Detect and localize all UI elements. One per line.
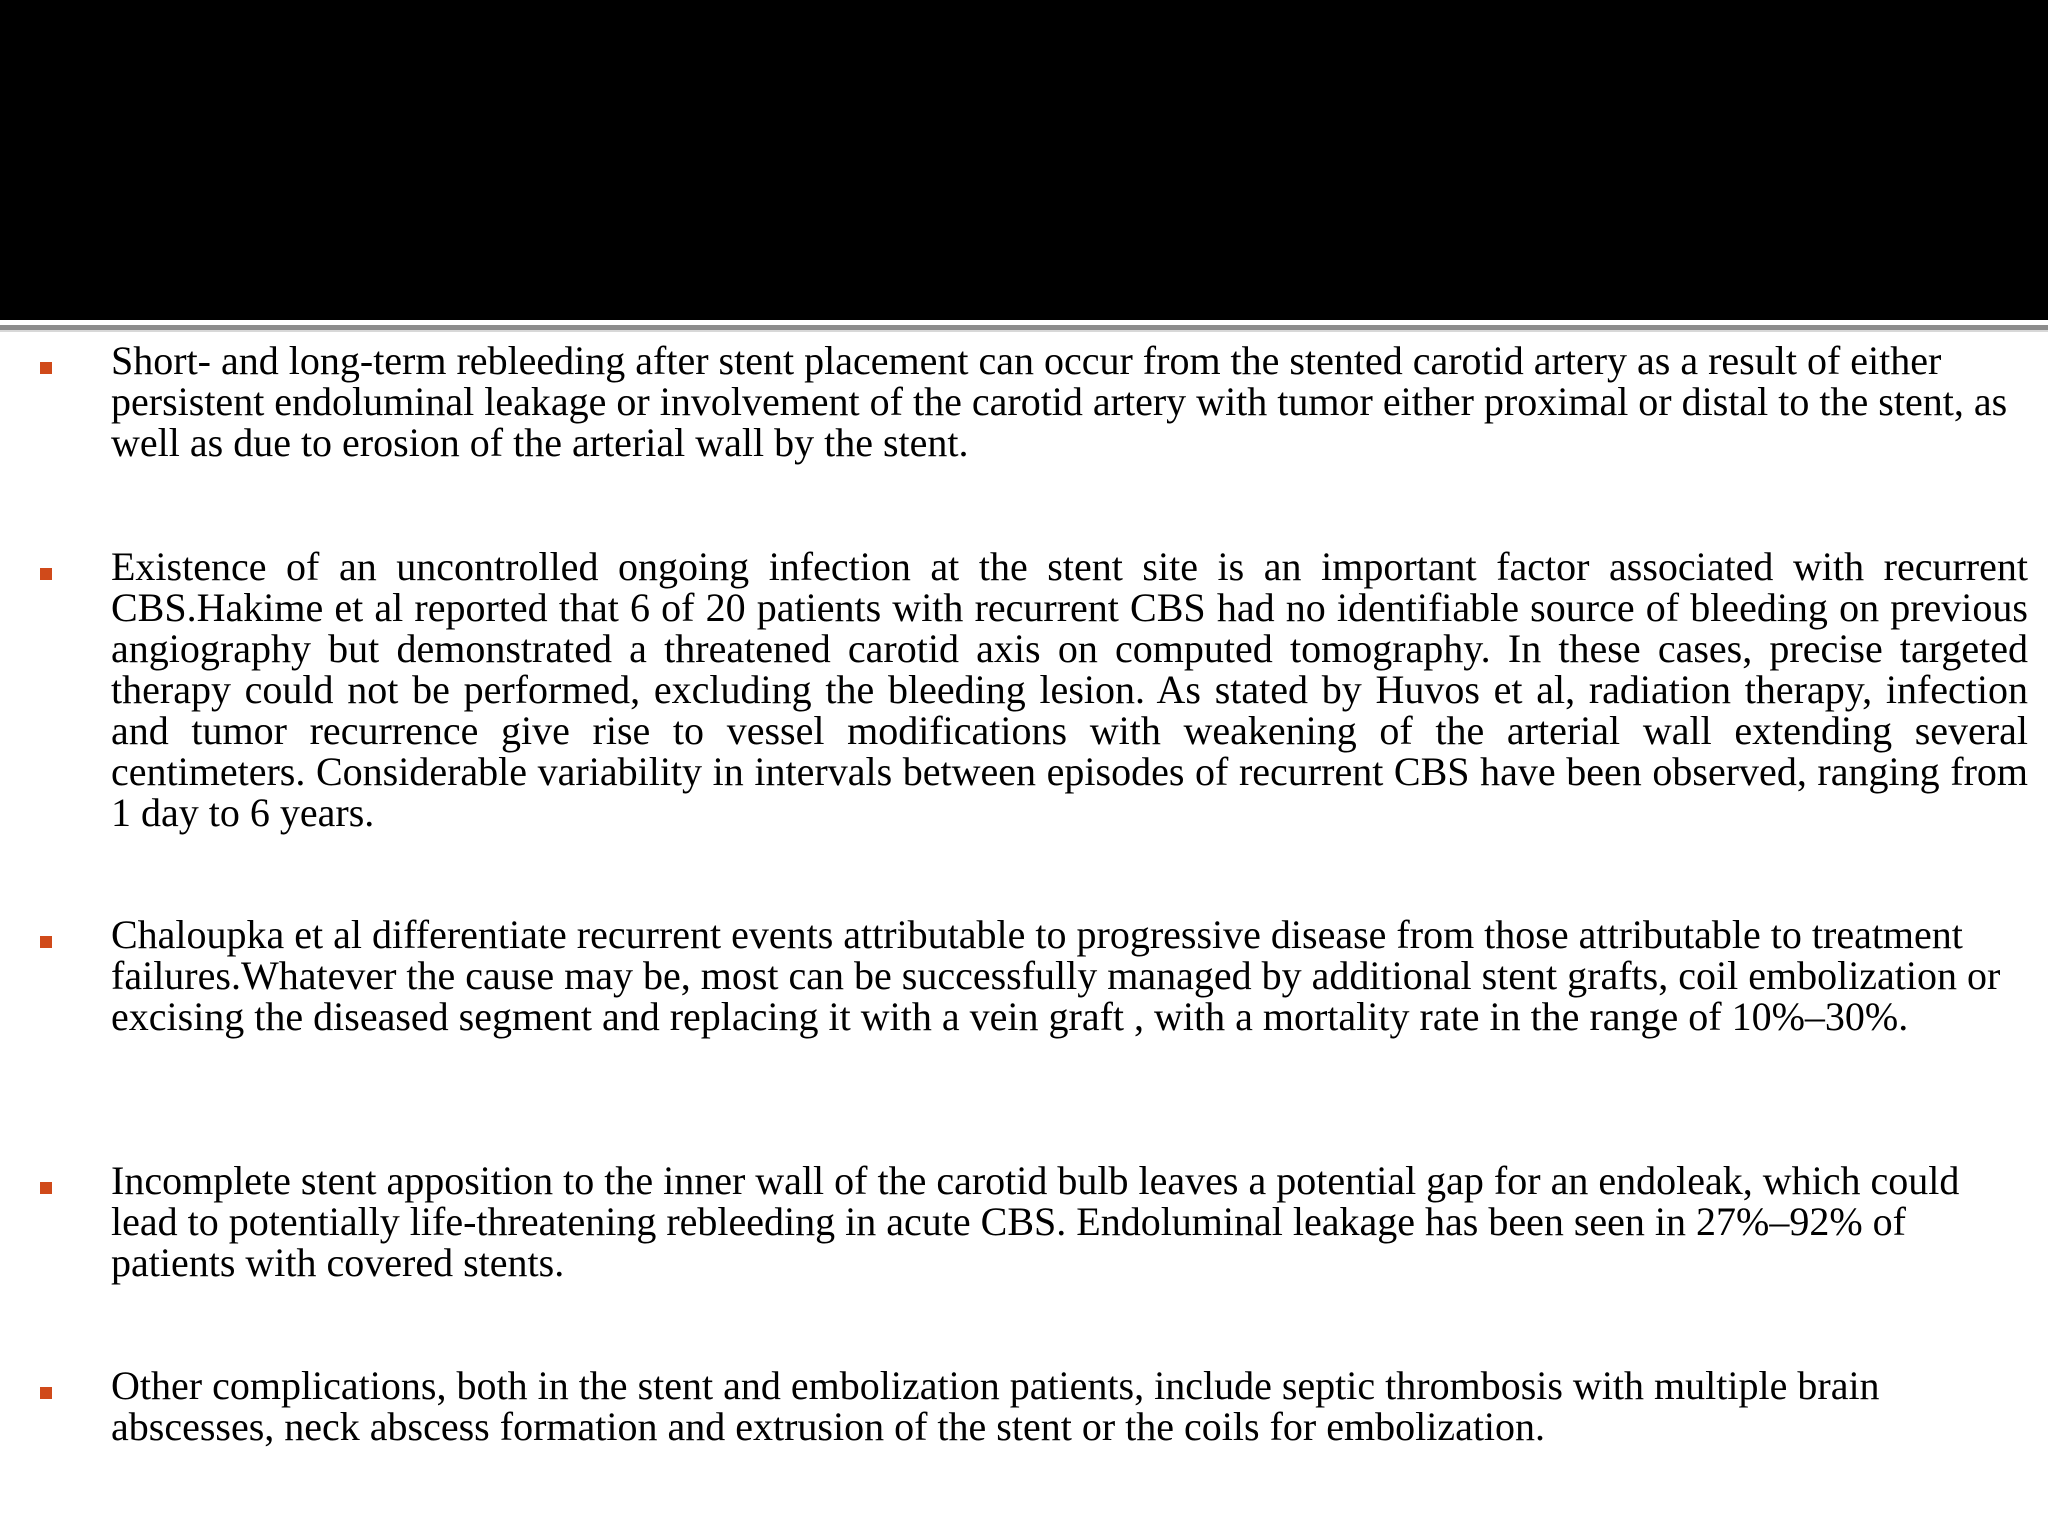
square-bullet-icon	[40, 1182, 52, 1194]
square-bullet-icon	[40, 936, 52, 948]
bullet-text: Short- and long-term rebleeding after stent placement can occur from the stented carotid artery as a result of either persistent endoluminal leakage or involvement of the carotid artery with tumor either proximal or distal to the stent, as well as due to erosion of the arterial wall by the stent.	[111, 338, 2008, 465]
bullet-text: Existence of an uncontrolled ongoing infection at the stent site is an important factor associated with recurrent CBS.Hakime et al reported that 6 of 20 patients with recurrent CBS had no identifiable source of bleeding on previous angiography but demonstrated a threatened carotid axis on computed tomography. In these cases, precise targeted therapy could not be performed, excluding the bleeding lesion. As stated by Huvos et al, radiation therapy, infection and tumor recurrence give rise to vessel modifications with weakening of the arterial wall extending several centimeters. Considerable variability in intervals between episodes of recurrent CBS have been observed, ranging from 1 day to 6 years.	[111, 544, 2028, 835]
bullet-text: Incomplete stent apposition to the inner wall of the carotid bulb leaves a potential gap for an endoleak, which could lead to potentially life-threatening rebleeding in acute CBS. Endoluminal leakage has been seen in 27%–92% of patients with covered stents.	[111, 1158, 1960, 1285]
bullet-text: Chaloupka et al differentiate recurrent events attributable to progressive disease from those attributable to treatment failures.Whatever the cause may be, most can be successfully managed by additional stent grafts, coil embolization or excising the diseased segment and replacing it with a vein graft , with a mortality rate in the range of 10%–30%.	[111, 912, 2001, 1039]
square-bullet-icon	[40, 1387, 52, 1399]
square-bullet-icon	[40, 568, 52, 580]
bullet-text: Other complications, both in the stent and embolization patients, include septic thrombosis with multiple brain abscesses, neck abscess formation and extrusion of the stent or the coils for embolization.	[111, 1363, 1880, 1449]
square-bullet-icon	[40, 362, 52, 374]
